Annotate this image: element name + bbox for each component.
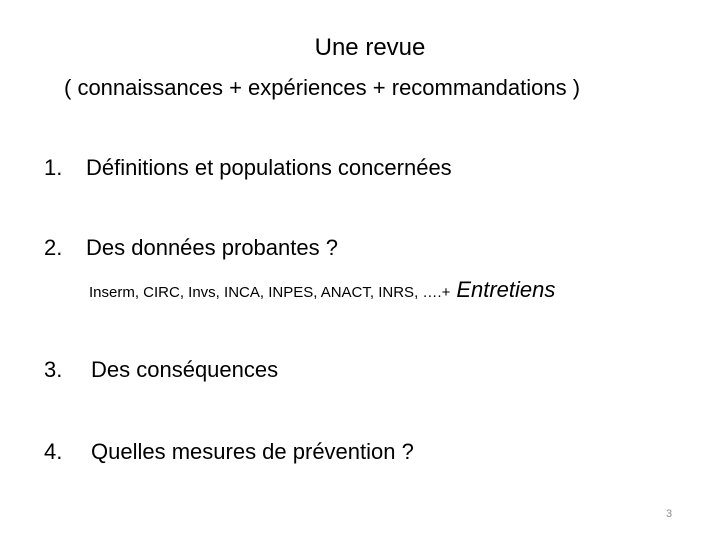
sources-line xyxy=(89,276,555,307)
slide-title: Une revue xyxy=(314,34,426,61)
list-item-number: 2. xyxy=(44,235,63,260)
list-item-number: 1. xyxy=(44,155,63,180)
page-number: 3 xyxy=(666,508,673,520)
list-item-text: Définitions et populations concernées xyxy=(86,155,452,180)
list-item-text: Quelles mesures de prévention ? xyxy=(91,439,414,464)
list-item-text: Des conséquences xyxy=(91,357,279,382)
list-item-text: Des données probantes ? xyxy=(86,235,338,260)
list-item xyxy=(44,356,278,384)
list-item xyxy=(44,234,338,262)
list-item-number: 4. xyxy=(44,439,63,464)
list-item-number: 3. xyxy=(44,357,63,382)
sources-emphasis: Entretiens xyxy=(456,277,556,302)
list-item xyxy=(44,438,414,466)
list-item xyxy=(44,154,452,182)
sources-list: Inserm, CIRC, Invs, INCA, INPES, ANACT, INRS, ….+ xyxy=(89,284,451,301)
slide-subtitle: ( connaissances + expériences + recommandations ) xyxy=(64,75,581,100)
